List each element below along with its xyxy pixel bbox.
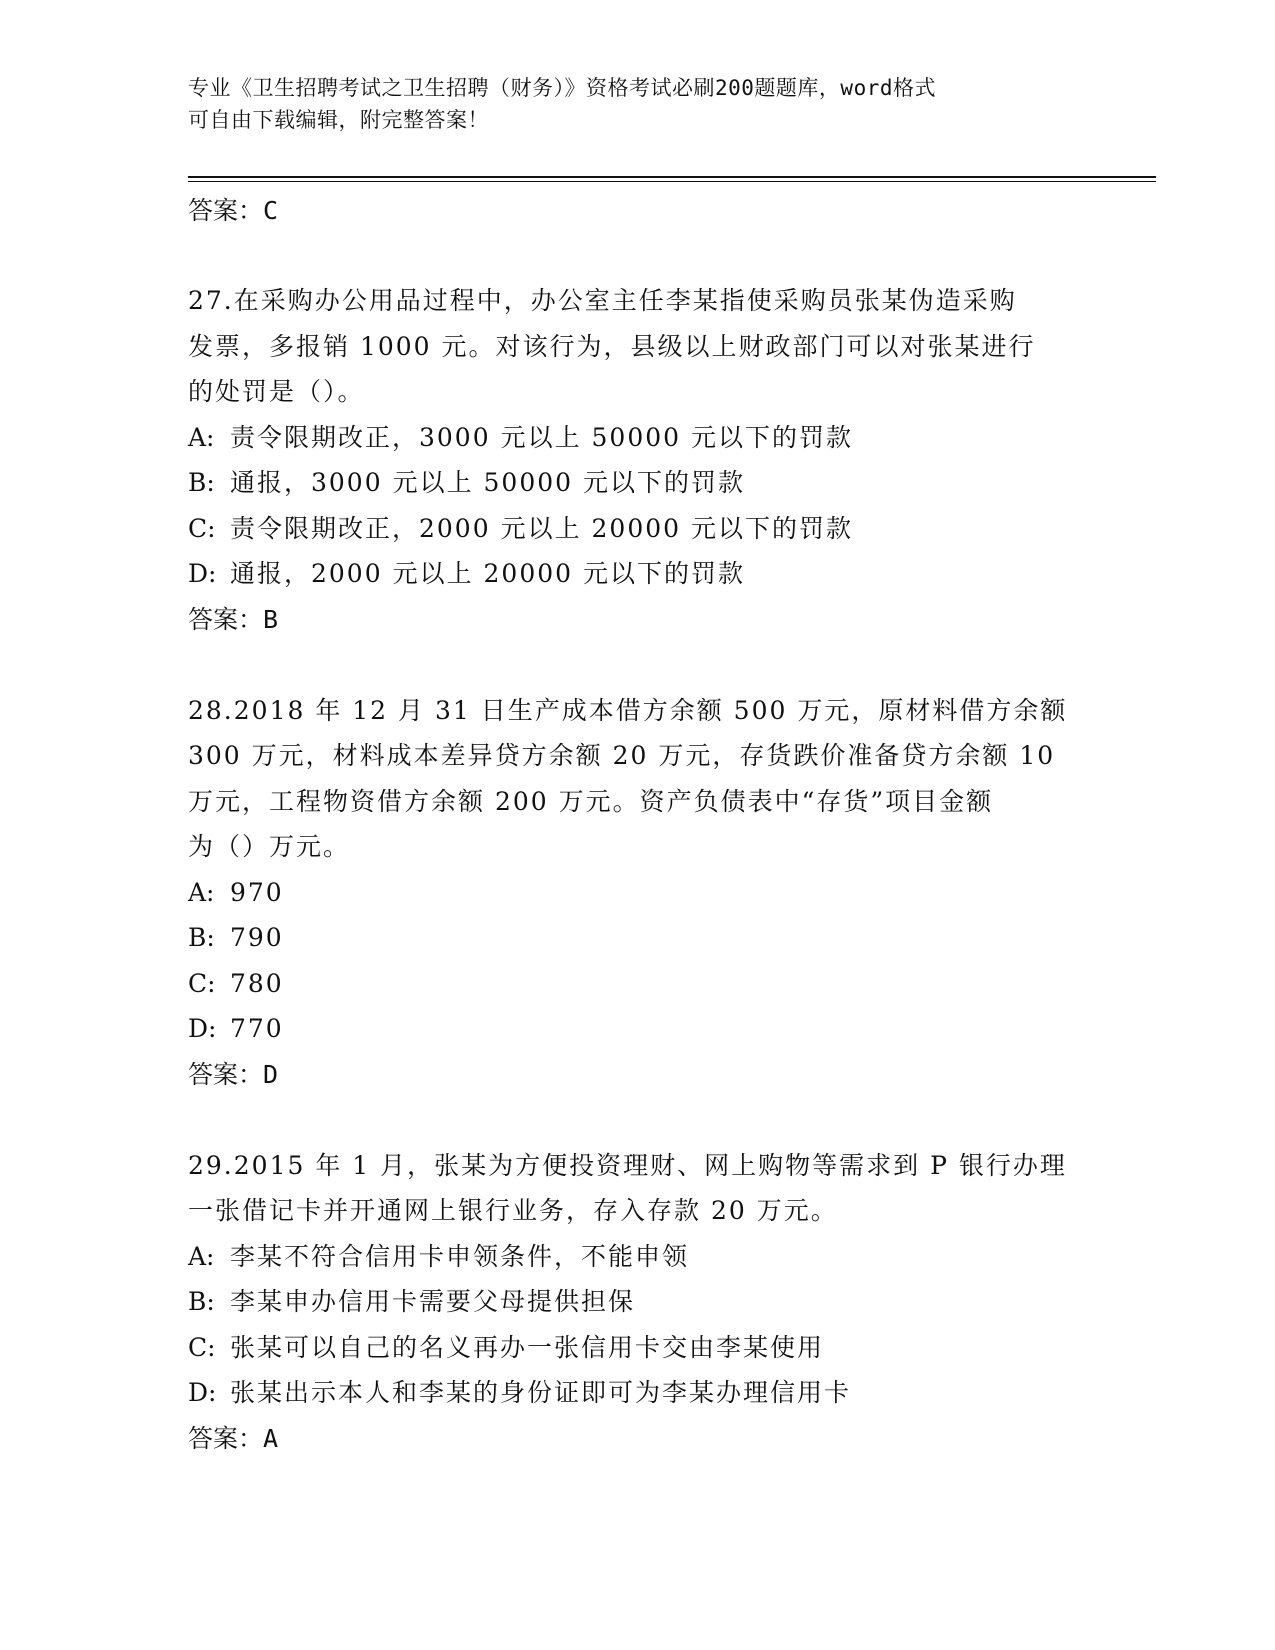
question-line: 一张借记卡并开通网上银行业务，存入存款 20 万元。 bbox=[188, 1196, 838, 1225]
option-letter: B: bbox=[188, 923, 215, 952]
spacer bbox=[188, 643, 1088, 688]
option-letter: A: bbox=[188, 877, 215, 907]
question-28 bbox=[188, 688, 1088, 1098]
option-b bbox=[188, 460, 1088, 506]
option-letter: C: bbox=[188, 1332, 216, 1362]
option-c bbox=[188, 1325, 1088, 1371]
option-text: 张某出示本人和李某的身份证即可为李某办理信用卡 bbox=[230, 1378, 852, 1407]
option-d bbox=[188, 1006, 1088, 1052]
option-letter: D: bbox=[188, 1378, 217, 1407]
header-line-1: 专业《卫生招聘考试之卫生招聘（财务）》资格考试必刷200题题库，word格式 bbox=[188, 76, 936, 100]
option-d bbox=[188, 551, 1088, 597]
option-b bbox=[188, 1279, 1088, 1325]
question-line: 的处罚是（）。 bbox=[188, 377, 365, 406]
question-line: 28.2018 年 12 月 31 日生产成本借方余额 500 万元，原材料借方余额 bbox=[188, 695, 1068, 725]
option-text: 李某不符合信用卡申领条件，不能申领 bbox=[230, 1241, 690, 1271]
option-text: 790 bbox=[230, 923, 284, 952]
header-line-2: 可自由下载编辑，附完整答案！ bbox=[188, 108, 489, 132]
header-divider bbox=[188, 176, 1156, 178]
option-text: 780 bbox=[230, 968, 284, 998]
option-c bbox=[188, 506, 1088, 552]
option-letter: A: bbox=[188, 422, 215, 452]
question-line: 发票，多报销 1000 元。对该行为，县级以上财政部门可以对张某进行 bbox=[188, 331, 1036, 361]
option-text: 张某可以自己的名义再办一张信用卡交由李某使用 bbox=[230, 1332, 825, 1362]
spacer bbox=[188, 1098, 1088, 1143]
option-text: 李某申办信用卡需要父母提供担保 bbox=[230, 1287, 636, 1316]
question-line: 27.在采购办公用品过程中，办公室主任李某指使采购员张某伪造采购 bbox=[188, 286, 1017, 315]
option-text: 通报，3000 元以上 50000 元以下的罚款 bbox=[230, 468, 745, 497]
option-letter: A: bbox=[188, 1241, 215, 1271]
option-letter: B: bbox=[188, 1287, 215, 1316]
header-divider-thin bbox=[188, 181, 1156, 182]
question-27 bbox=[188, 278, 1088, 643]
option-letter: C: bbox=[188, 513, 216, 543]
answer: 答案：A bbox=[188, 1423, 279, 1453]
option-a bbox=[188, 415, 1088, 461]
option-text: 770 bbox=[230, 1014, 284, 1043]
option-text: 责令限期改正，2000 元以上 20000 元以下的罚款 bbox=[230, 513, 853, 543]
previous-answer: 答案：C bbox=[188, 196, 279, 225]
question-line: 300 万元，材料成本差异贷方余额 20 万元，存货跌价准备贷方余额 10 bbox=[188, 741, 1056, 770]
answer: 答案：B bbox=[188, 604, 279, 634]
question-list bbox=[188, 188, 1088, 1462]
document-header bbox=[188, 72, 1068, 136]
question-text bbox=[188, 1143, 1088, 1234]
question-text bbox=[188, 688, 1088, 870]
option-letter: B: bbox=[188, 468, 215, 497]
option-d bbox=[188, 1370, 1088, 1416]
question-text bbox=[188, 278, 1088, 415]
option-a bbox=[188, 1234, 1088, 1280]
option-text: 通报，2000 元以上 20000 元以下的罚款 bbox=[230, 559, 745, 588]
option-b bbox=[188, 915, 1088, 961]
option-text: 责令限期改正，3000 元以上 50000 元以下的罚款 bbox=[230, 422, 853, 452]
option-letter: D: bbox=[188, 1014, 217, 1043]
option-c bbox=[188, 961, 1088, 1007]
option-a bbox=[188, 870, 1088, 916]
question-line: 万元，工程物资借方余额 200 万元。资产负债表中“存货”项目金额 bbox=[188, 786, 994, 816]
question-line: 29.2015 年 1 月，张某为方便投资理财、网上购物等需求到 P 银行办理 bbox=[188, 1150, 1067, 1180]
option-letter: C: bbox=[188, 968, 216, 998]
option-text: 970 bbox=[230, 877, 284, 907]
answer: 答案：D bbox=[188, 1059, 279, 1089]
option-letter: D: bbox=[188, 559, 217, 588]
spacer bbox=[188, 234, 1088, 278]
question-line: 为（）万元。 bbox=[188, 832, 351, 861]
question-29 bbox=[188, 1143, 1088, 1462]
